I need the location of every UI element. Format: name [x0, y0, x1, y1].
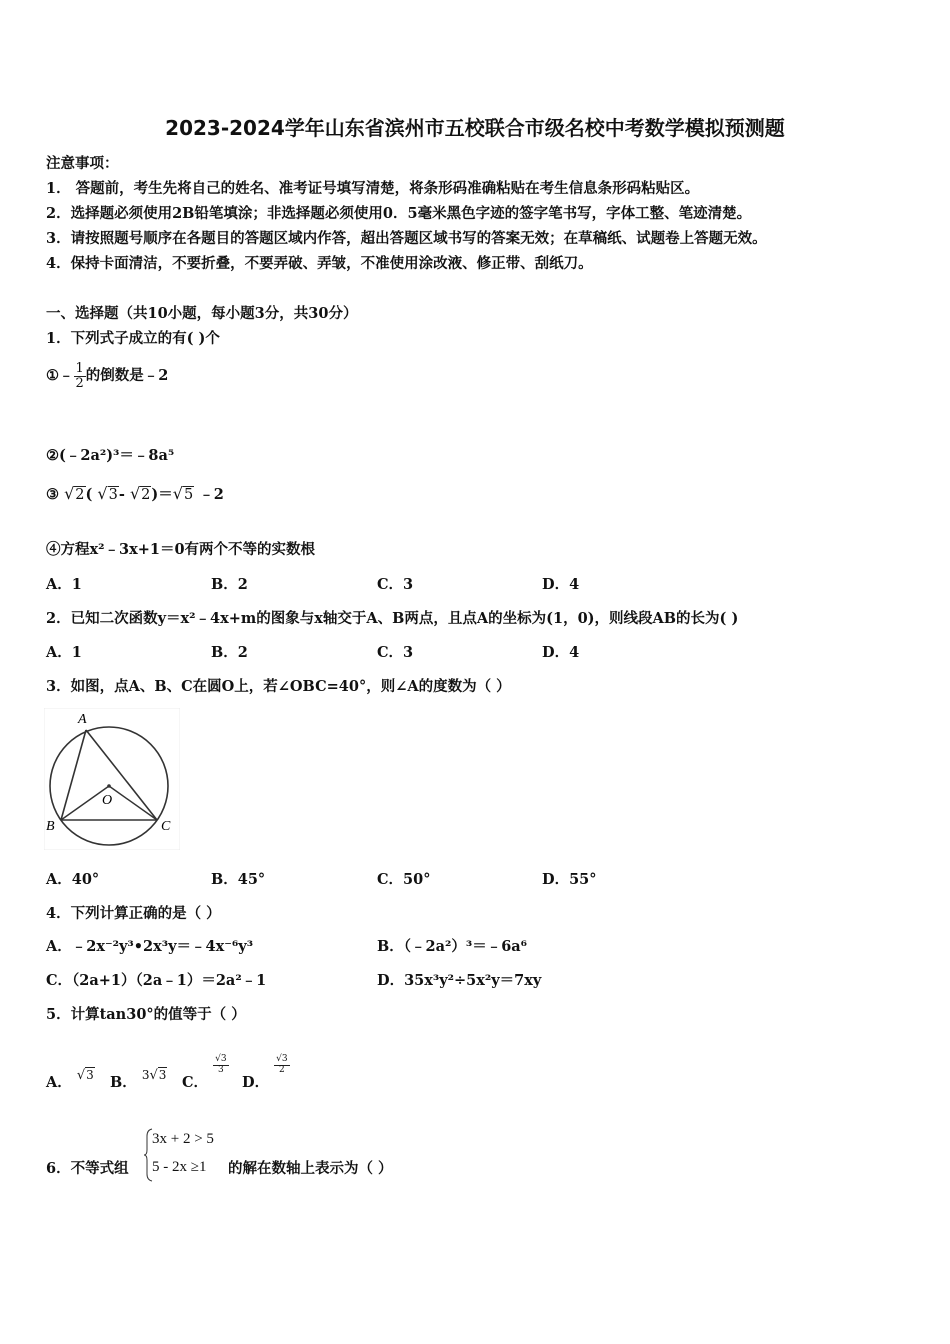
q6-suffix: 的解在数轴上表示为（ ）: [228, 1160, 393, 1177]
q1-s1-prefix: ①﹣: [46, 367, 74, 385]
q5-option-b[interactable]: [110, 1068, 167, 1092]
q2-option-b[interactable]: B．2: [211, 644, 248, 661]
q1-s1-numerator: 1: [75, 361, 84, 376]
q3-stem: 3．如图，点A、B、C在圆O上，若∠OBC=40°，则∠A的度数为（ ）: [46, 678, 511, 695]
page-title: 2023-2024学年山东省滨州市五校联合市级名校中考数学模拟预测题: [165, 116, 785, 140]
q1-statement-1: [46, 362, 168, 390]
label-c: C: [161, 819, 171, 834]
q1-option-b[interactable]: B．2: [211, 576, 248, 593]
q5-a-value: √3: [76, 1068, 94, 1083]
q5-option-d[interactable]: [242, 1054, 290, 1093]
q1-s1-denominator: 2: [75, 375, 84, 391]
q3-option-c[interactable]: C．50°: [377, 871, 431, 888]
q6-prefix: 6．不等式组: [46, 1160, 129, 1177]
q1-s3-sqrt2: √2: [64, 484, 85, 503]
q2-option-d[interactable]: D．4: [542, 644, 580, 661]
q1-option-a[interactable]: A．1: [46, 576, 82, 593]
q5-b-label: B．: [110, 1074, 137, 1091]
q3-option-b[interactable]: B．45°: [211, 871, 266, 888]
label-o: O: [102, 793, 113, 808]
q1-option-d[interactable]: D．4: [542, 576, 580, 593]
q4-option-d[interactable]: D．35x³y²÷5x²y＝7xy: [377, 972, 542, 989]
q1-statement-2: ②(﹣2a²)³＝﹣8a⁵: [46, 447, 175, 464]
q5-c-fraction: $\frac{√3}{3}$: [215, 1054, 227, 1075]
q1-s3-sqrt3: √3: [97, 484, 118, 503]
q4-option-b[interactable]: B．（﹣2a²）³＝﹣6a⁶: [377, 938, 528, 955]
q5-d-label: D．: [242, 1074, 270, 1091]
section-heading: 一、选择题（共10小题，每小题3分，共30分）: [46, 305, 358, 322]
label-b: B: [46, 819, 55, 834]
q5-b-value: 3√3: [141, 1068, 167, 1083]
q5-a-label: A．: [46, 1074, 72, 1091]
q1-statement-3: ③ √2( √3- √2)＝√5 ﹣2: [46, 484, 224, 503]
notice-item-3: 3．请按照题号顺序在各题目的答题区域内作答，超出答题区域书写的答案无效；在草稿纸、试题卷上答题无效。: [46, 230, 767, 247]
q2-stem: 2．已知二次函数y＝x²﹣4x+m的图象与x轴交于A、B两点，且点A的坐标为(1，0)，则线段AB的长为( ): [46, 610, 739, 627]
q1-s3-eq: )＝: [151, 486, 173, 503]
label-a: A: [78, 712, 87, 727]
q3-circle-figure: [44, 708, 180, 850]
q5-c-label: C．: [182, 1074, 209, 1091]
q5-option-c[interactable]: [182, 1054, 229, 1093]
q2-option-a[interactable]: A．1: [46, 644, 82, 661]
q1-s3-sqrt2b: √2: [129, 484, 151, 503]
q6-inequality-1: 3x + 2 > 5: [152, 1131, 214, 1147]
q6-inequality-2: 5 - 2x ≥1: [152, 1159, 207, 1175]
q1-statement-4: ④方程x²﹣3x+1＝0有两个不等的实数根: [46, 541, 316, 558]
notice-item-2: 2．选择题必须使用2B铅笔填涂；非选择题必须使用0．5毫米黑色字迹的签字笔书写，字体工整、笔迹清楚。: [46, 205, 752, 222]
q1-s1-fraction: [74, 362, 86, 390]
notice-item-4: 4．保持卡面清洁，不要折叠，不要弄破、弄皱，不准使用涂改液、修正带、刮纸刀。: [46, 255, 593, 272]
q1-s3-prefix: ③: [46, 486, 59, 503]
q4-stem: 4．下列计算正确的是（ ）: [46, 905, 221, 922]
q2-option-c[interactable]: C．3: [377, 644, 414, 661]
q5-option-a[interactable]: [46, 1068, 95, 1092]
q1-stem: 1．下列式子成立的有( )个: [46, 330, 220, 347]
q5-d-fraction: $\frac{√3}{2}$: [276, 1054, 288, 1075]
notice-item-1: 1． 答题前，考生先将自己的姓名、准考证号填写清楚，将条形码准确粘贴在考生信息条形码粘贴区。: [46, 180, 700, 197]
q1-s3-minus: -: [118, 486, 125, 503]
q3-option-d[interactable]: D．55°: [542, 871, 597, 888]
q1-s3-sqrt5: √5: [172, 484, 194, 503]
q4-option-a[interactable]: A．﹣2x⁻²y³•2x³y＝﹣4x⁻⁶y³: [46, 938, 254, 955]
q3-option-a[interactable]: A．40°: [46, 871, 100, 888]
q1-s3-suffix: ﹣2: [199, 486, 224, 503]
notice-heading: 注意事项：: [46, 155, 119, 172]
q4-option-c[interactable]: C．（2a+1）（2a﹣1）＝2a²﹣1: [46, 972, 267, 989]
q5-stem: 5．计算tan30°的值等于（ ）: [46, 1006, 246, 1023]
center-point: [107, 784, 111, 788]
q1-option-c[interactable]: C．3: [377, 576, 414, 593]
q1-s1-suffix: 的倒数是﹣2: [85, 367, 169, 385]
